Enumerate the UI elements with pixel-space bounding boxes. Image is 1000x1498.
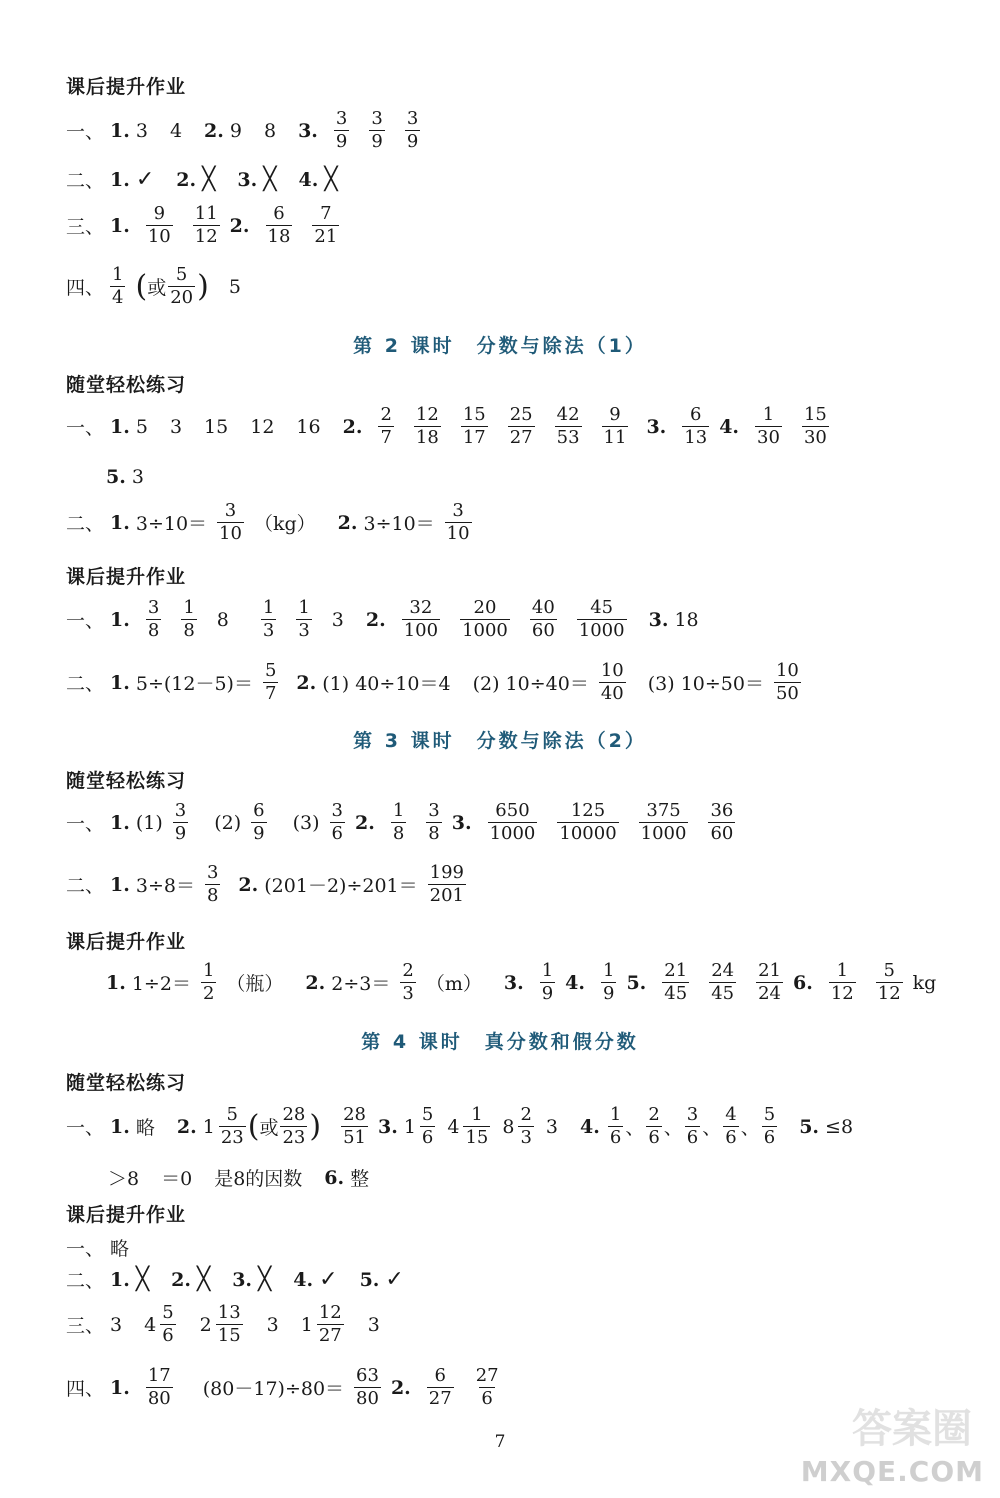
fraction: $\frac{199}{201}$ [429, 862, 464, 906]
mixed-number: 8 $\frac{2}{3}$ [502, 1104, 532, 1148]
answer-row: 5. 3 [106, 466, 144, 488]
fraction: $\frac{4}{6}$ [725, 1104, 737, 1148]
mixed-number: 2 $\frac{13}{15}$ [199, 1302, 241, 1346]
answer-row: 三、 1. $\frac{9}{10}$ $\frac{11}{12}$ 2. $\frac{6}{18}$ $\frac{7}{21}$ [66, 203, 338, 247]
cross-icon: ╳ [196, 1267, 211, 1292]
lesson-title: 第 3 课时 分数与除法（2） [353, 730, 647, 752]
fraction: $\frac{2}{6}$ [648, 1104, 660, 1148]
fraction: $\frac{6}{27}$ [428, 1365, 452, 1409]
watermark-url: MXQE.COM [800, 1455, 984, 1488]
fraction: $\frac{1}{3}$ [298, 597, 310, 641]
fraction: $\frac{1}{2}$ [202, 960, 215, 1004]
answer-row: 二、 1. 3÷8＝ $\frac{3}{8}$ 2. (201－2)÷201＝ $\frac{199}{201}$ [66, 862, 464, 906]
cross-icon: ╳ [263, 167, 277, 192]
fraction: $\frac{1}{6}$ [609, 1104, 622, 1148]
fraction: $\frac{21}{45}$ [664, 960, 688, 1004]
fraction: $\frac{6}{13}$ [684, 404, 708, 448]
section-heading: 随堂轻松练习 [66, 374, 187, 396]
answer-row: 一、 1. (1) $\frac{3}{9}$ (2) $\frac{6}{9}$ (3) $\frac{3}{6}$ 2. $\frac{1}{8}$ $\frac{3}{8}$ 3. $\frac{650}{1000}$ $\frac{125}{10000}$ $\frac{375}{1000}$ $\frac{36}{60}$ [66, 800, 734, 844]
cross-icon: ╳ [324, 167, 338, 192]
fraction: $\frac{3}{9}$ [406, 108, 419, 152]
fraction: $\frac{1}{12}$ [830, 960, 854, 1004]
section-heading: 随堂轻松练习 [66, 770, 187, 792]
section-heading: 课后提升作业 [66, 76, 187, 98]
answer-row: 一、 1. 5 3 15 12 16 2. $\frac{2}{7}$ $\frac{12}{18}$ $\frac{15}{17}$ $\frac{25}{27}$ $\frac{42}{53}$ $\frac{9}{11}$ 3. $\frac{6}{13}$ 4. $\frac{1}{30}$ $\frac{15}{30}$ [66, 404, 827, 448]
fraction: $\frac{375}{1000}$ [640, 800, 687, 844]
answer-row: 三、 3 4 $\frac{5}{6}$ 2 $\frac{13}{15}$ 3 1 $\frac{12}{27}$ 3 [66, 1302, 380, 1346]
fraction: $\frac{17}{80}$ [147, 1365, 171, 1409]
answer-row: 1. 1÷2＝ $\frac{1}{2}$ （瓶） 2. 2÷3＝ $\frac{2}{3}$ （m） 3. $\frac{1}{9}$ 4. $\frac{1}{9}$ 5. $\frac{21}{45}$ $\frac{24}{45}$ $\frac{21}{24}$ 6. $\frac{1}{12}$ $\frac{5}{12}$ kg [106, 960, 937, 1004]
cross-icon: ╳ [135, 1267, 150, 1292]
fraction: $\frac{1}{9}$ [541, 960, 554, 1004]
fraction: $\frac{12}{18}$ [415, 404, 439, 448]
fraction: $\frac{42}{53}$ [556, 404, 580, 448]
lesson-title: 第 4 课时 真分数和假分数 [361, 1031, 639, 1053]
fraction: $\frac{3}{9}$ [371, 108, 383, 152]
watermark-logo: 答案圈 [852, 1406, 972, 1452]
answer-row: 一、 1. $\frac{3}{8}$ $\frac{1}{8}$ 8 $\frac{1}{3}$ $\frac{1}{3}$ 3 2. $\frac{32}{100}$ $\frac{20}{1000}$ $\frac{40}{60}$ $\frac{45}{1000}$ 3. 18 [66, 597, 699, 641]
cross-icon: ╳ [258, 1267, 272, 1292]
fraction: $\frac{45}{1000}$ [578, 597, 625, 641]
mixed-number: 1 $\frac{12}{27}$ [300, 1302, 342, 1346]
answer-row: 四、 $\frac{1}{4}$ ( 或 $\frac{5}{20}$ ) 5 [66, 264, 241, 308]
answer-row: 二、 1. 3÷10＝ $\frac{3}{10}$ （kg） 2. 3÷10＝ $\frac{3}{10}$ [66, 500, 470, 544]
answer-row: 二、 1. ╳ 2. ╳ 3. ╳ 4. ✓ 5. ✓ [66, 1267, 404, 1292]
fraction: $\frac{3}{6}$ [686, 1104, 699, 1148]
fraction: $\frac{2}{3}$ [402, 960, 414, 1004]
mixed-number: 1 $\frac{5}{6}$ [403, 1104, 434, 1148]
fraction: $\frac{20}{1000}$ [462, 597, 508, 641]
fraction: $\frac{1}{8}$ [183, 597, 195, 641]
check-icon: ✓ [319, 1267, 338, 1292]
section-heading: 随堂轻松练习 [66, 1072, 187, 1094]
section-heading: 课后提升作业 [66, 1204, 187, 1226]
fraction: $\frac{3}{10}$ [219, 500, 242, 544]
answer-row: 一、 1. 略 2. 1 $\frac{5}{23}$ ( 或 $\frac{28}{23}$ ) $\frac{28}{51}$ 3. 1 $\frac{5}{6}$ 4 $\frac{1}{15}$ 8 $\frac{2}{3}$ 3 4. $\frac{1}{6}$ 、 $\frac{2}{6}$ 、 $\frac{3}{6}$ 、 $\frac{4}{6}$ 、 $\frac{5}{6}$ 5. ≤8 [66, 1104, 854, 1148]
mixed-number: 4 $\frac{1}{15}$ [447, 1104, 489, 1148]
fraction: $\frac{1}{4}$ [112, 264, 124, 308]
fraction: $\frac{25}{27}$ [509, 404, 533, 448]
page-number: 7 [494, 1432, 506, 1452]
fraction: $\frac{40}{60}$ [531, 597, 555, 641]
fraction: $\frac{3}{9}$ [174, 800, 187, 844]
answer-row: ＞8 ＝0 是8的因数 6. 整 [108, 1166, 370, 1190]
fraction: $\frac{63}{80}$ [356, 1365, 379, 1409]
mixed-number: 1 $\frac{5}{23}$ ( 或 $\frac{28}{23}$ ) [202, 1104, 322, 1148]
fraction: $\frac{5}{20}$ [170, 264, 194, 308]
cross-icon: ╳ [202, 167, 216, 192]
lesson-title: 第 2 课时 分数与除法（1） [353, 335, 647, 357]
fraction: $\frac{36}{60}$ [710, 800, 734, 844]
fraction: $\frac{1}{9}$ [603, 960, 615, 1004]
fraction: $\frac{15}{17}$ [462, 404, 486, 448]
answer-row: 四、 1. $\frac{17}{80}$ (80－17)÷80＝ $\frac{63}{80}$ 2. $\frac{6}{27}$ $\frac{27}{6}$ [66, 1365, 499, 1409]
fraction: $\frac{5}{7}$ [264, 660, 277, 704]
answer-row: 二、 1. 5÷(12－5)＝ $\frac{5}{7}$ 2. (1) 40÷10＝4 (2) 10÷40＝ $\frac{10}{40}$ (3) 10÷50＝ $\frac{10}{50}$ [66, 660, 799, 704]
fraction: $\frac{1}{30}$ [757, 404, 780, 448]
fraction: $\frac{24}{45}$ [711, 960, 735, 1004]
section-heading: 课后提升作业 [66, 931, 187, 953]
mixed-number: 4 $\frac{5}{6}$ [144, 1302, 174, 1346]
check-icon: ✓ [135, 167, 155, 192]
answer-row: 一、 略 [66, 1238, 130, 1260]
fraction: $\frac{3}{8}$ [147, 597, 160, 641]
fraction: $\frac{9}{10}$ [147, 203, 171, 247]
fraction: $\frac{3}{9}$ [335, 108, 348, 152]
fraction: $\frac{5}{12}$ [877, 960, 901, 1004]
fraction: $\frac{2}{7}$ [380, 404, 392, 448]
fraction: $\frac{5}{6}$ [763, 1104, 776, 1148]
fraction: $\frac{3}{10}$ [446, 500, 470, 544]
fraction: $\frac{32}{100}$ [403, 597, 439, 641]
fraction: $\frac{3}{8}$ [428, 800, 440, 844]
fraction: $\frac{28}{51}$ [343, 1104, 366, 1148]
fraction: $\frac{9}{11}$ [603, 404, 627, 448]
fraction: $\frac{21}{24}$ [758, 960, 782, 1004]
fraction: $\frac{650}{1000}$ [489, 800, 536, 844]
fraction: $\frac{15}{30}$ [803, 404, 827, 448]
fraction: $\frac{11}{12}$ [194, 203, 218, 247]
answer-row: 一、 1. 3 4 2. 9 8 3. $\frac{3}{9}$ $\frac{3}{9}$ $\frac{3}{9}$ [66, 108, 419, 152]
fraction: $\frac{10}{50}$ [775, 660, 799, 704]
fraction: $\frac{7}{21}$ [314, 203, 338, 247]
fraction: $\frac{1}{8}$ [392, 800, 405, 844]
fraction: $\frac{3}{8}$ [206, 862, 219, 906]
fraction: $\frac{6}{18}$ [267, 203, 291, 247]
fraction: $\frac{27}{6}$ [475, 1365, 499, 1409]
fraction: $\frac{10}{40}$ [600, 660, 624, 704]
fraction: $\frac{3}{6}$ [331, 800, 343, 844]
fraction: $\frac{125}{10000}$ [559, 800, 617, 844]
fraction: $\frac{6}{9}$ [253, 800, 265, 844]
answer-row: 二、 1. ✓ 2. ╳ 3. ╳ 4. ╳ [66, 167, 338, 192]
check-icon: ✓ [385, 1267, 404, 1292]
fraction: $\frac{1}{3}$ [262, 597, 275, 641]
section-heading: 课后提升作业 [66, 566, 187, 588]
